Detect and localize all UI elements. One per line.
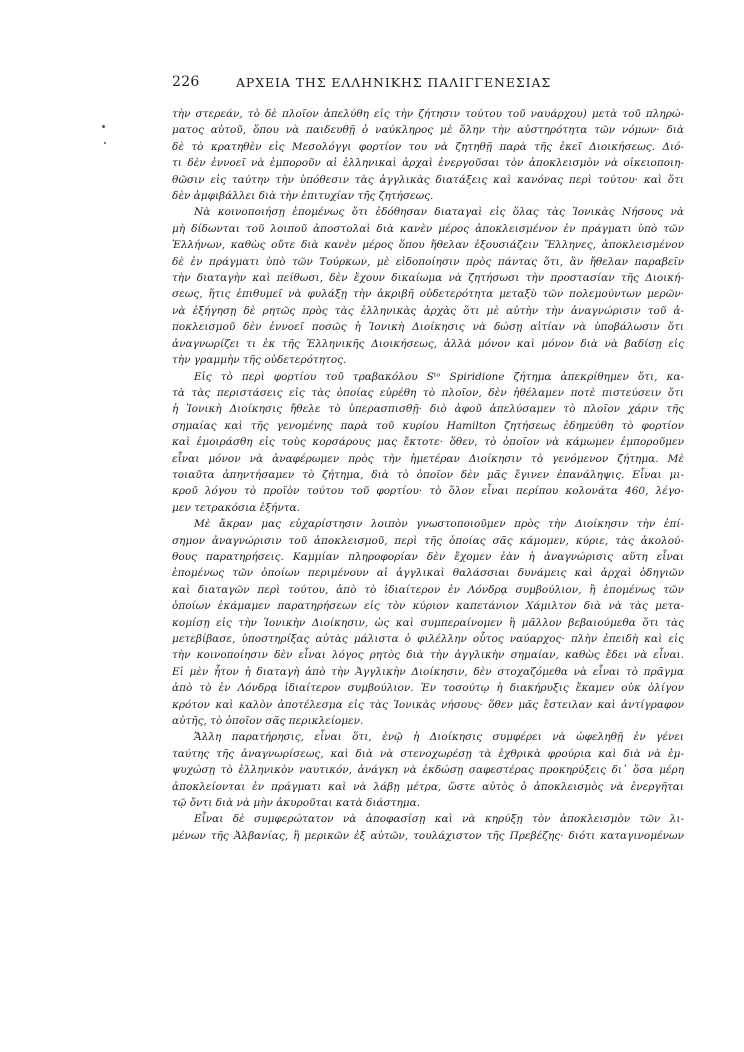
text-line: ἀναγνωρίζει τι ἐκ τῆς Ἑλληνικῆς Διοικήσεως, ἀλλὰ μόνον καὶ μόνον διὰ νὰ βαδίσῃ εἰς (172, 337, 684, 350)
text-line: Μὲ ἄκραν μας εὐχαρίστησιν λοιπὸν γνωστοποιοῦμεν πρὸς τὴν Διοίκησιν τὴν ἐπί- (194, 518, 684, 531)
text-line: θους παρατηρήσεις. Καμμίαν πληροφορίαν δὲν ἔχομεν ἐὰν ἡ ἀναγνώρισις αὕτη εἶναι (172, 550, 684, 563)
text-line: Εἶναι δὲ συμφερώτατον νὰ ἀποφασίσῃ καὶ νὰ κηρύξῃ τὸν ἀποκλεισμὸν τῶν λι- (194, 813, 684, 826)
text-line: σημαίας καὶ τῆς γενομένης παρὰ τοῦ κυρίου Hamilton ζητήσεως ἐδημεύθη τὸ φορτίον (172, 419, 684, 432)
text-line: Εἰ μὲν ἦτον ἡ διαταγὴ ἀπὸ τὴν Ἀγγλικὴν Διοίκησιν, δὲν στοχαζόμεθα νὰ εἶναι τὸ πρᾶγμα (172, 665, 684, 678)
text-line: ἑπομένως τῶν ὁποίων περιμένουν αἱ ἀγγλικαὶ θαλάσσιαι δυνάμεις καὶ ἀρχαὶ ὁδηγιῶν (172, 567, 684, 580)
scan-speck (102, 125, 105, 128)
text-line: ποκλεισμοῦ δὲν ἐννοεῖ ποσῶς ἡ Ἰονικὴ Διοίκησις νὰ δώσῃ αἰτίαν νὰ ὑποβάλωσιν ὅτι (172, 321, 684, 334)
text-line: Νὰ κοινοποιήσῃ ἑπομένως ὅτι ἐδόθησαν διαταγαὶ εἰς ὅλας τὰς Ἰονικὰς Νήσους νὰ (194, 206, 684, 219)
text-line: μετεβίβασε, ὑποστηρίξας αὐτὰς μάλιστα ὁ φιλέλλην οὗτος ναύαρχος· πλὴν ἐπειδὴ καὶ εἰς (172, 633, 684, 645)
text-line: ἡ Ἰονικὴ Διοίκησις ἤθελε τὸ ὑπερασπισθῇ· διὸ ἀφοῦ ἀπελύσαμεν τὸ πλοῖον χάριν τῆς (172, 403, 684, 416)
text-line: τὴν γραμμὴν τῆς οὐδετερότητος. (172, 354, 347, 367)
text-line: τὴν στερεάν, τὸ δὲ πλοῖον ἀπελύθη εἰς τὴν ζήτησιν τούτου τοῦ ναυάρχου) μετὰ τοῦ πληρώ- (172, 108, 684, 120)
text-line: εἶναι μόνον νὰ ἀναφέρωμεν πρὸς τὴν ἡμετέραν Διοίκησιν τὸ γενόμενον ζήτημα. Μὲ (172, 452, 684, 465)
text-line: καὶ ἐμοιράσθη εἰς τοὺς κορσάρους μας ἔκτοτε· ὅθεν, τὸ ὁποῖον νὰ κάμωμεν ἐμποροῦμεν (172, 436, 684, 449)
body-text (172, 106, 684, 844)
text-line: δὲν ἀμφιβάλλει διὰ τὴν ἐπιτυχίαν τῆς ζητήσεως. (172, 190, 434, 203)
text-line: μὴ δίδωνται τοῦ λοιποῦ ἀποστολαὶ διὰ κανὲν μέρος ἀποκλεισμένον ἐν πράγματι ὑπὸ τῶν (172, 222, 684, 235)
text-line: θῶσιν εἰς ταύτην τὴν ὑπόθεσιν τὰς ἀγγλικὰς διατάξεις καὶ κανόνας περὶ τούτου· καὶ ὅτι (172, 173, 684, 186)
text-line: ψυχώσῃ τὸ ἑλληνικὸν ναυτικόν, ἀνάγκη νὰ ἐκδώσῃ σαφεστέρας προκηρύξεις δι᾽ ὅσα μέρη (172, 764, 684, 777)
text-line: τὰ τὰς περιστάσεις εἰς τὰς ὁποίας εὑρέθη τὸ πλοῖον, δὲν ἠθέλαμεν ποτὲ πιστεύσειν ὅτι (172, 386, 684, 399)
text-line: καὶ διαταγῶν περὶ τούτου, ἀπὸ τὸ ἰδιαίτερον ἐν Λόνδρᾳ συμβούλιον, ἢ ἑπομένως τῶν (172, 583, 684, 596)
page-number: 226 (172, 74, 200, 90)
text-line: κομίσῃ εἰς τὴν Ἰονικὴν Διοίκησιν, ὡς καὶ συμπεραίνομεν ἢ μᾶλλον βεβαιούμεθα ὅτι τὰς (172, 616, 684, 629)
text-line: μεν τετρακόσια ἑξήντα. (172, 501, 300, 514)
text-line: τοιαῦτα ἀπηντήσαμεν τὸ ζήτημα, διὰ τὸ ὁποῖον δὲν μᾶς ἔγινεν ἐπανάληψις. Εἶναι μι- (172, 468, 684, 481)
text-line: νὰ ἐξήγησῃ δὲ ρητῶς πρὸς τὰς ἑλληνικὰς ἀρχὰς ὅτι μὲ αὐτὴν τὴν ἀναγνώρισιν τοῦ ἀ- (172, 304, 684, 317)
text-line: τὴν διαταγὴν καὶ πείθωσι, δὲν ἔχουν δικαίωμα νὰ ζητήσωσι τὴν προστασίαν τῆς Διοική- (172, 272, 684, 285)
scan-speck (104, 142, 106, 144)
text-line: αὐτῆς, τὸ ὁποῖον σᾶς περικλείομεν. (172, 715, 364, 728)
text-line: κροῦ λόγου τὸ προϊὸν τούτου τοῦ φορτίου· τὸ ὅλον εἶναι περίπου κολονάτα 460, λέγο- (172, 485, 684, 498)
text-line: κρότον καὶ καλὸν ἀποτέλεσμα εἰς τὰς Ἰονικὰς νήσους· ὅθεν μᾶς ἔστειλαν καὶ ἀντίγραφον (172, 698, 684, 711)
text-line: ματος αὐτοῦ, ὅπου νὰ παιδευθῇ ὁ ναύκληρος μὲ ὅλην τὴν αὐστηρότητα τῶν νόμων· διὰ (172, 124, 684, 137)
running-title: ΑΡΧΕΙΑ ΤΗΣ ΕΛΛΗΝΙΚΗΣ ΠΑΛΙΓΓΕΝΕΣΙΑΣ (236, 75, 552, 90)
text-line: μένων τῆς Ἀλβανίας, ἢ μερικῶν ἐξ αὐτῶν, τουλάχιστον τῆς Πρεβέζης· διότι καταγινομένων (172, 829, 684, 842)
text-line: τῷ ὄντι διὰ νὰ μὴν ἀκυροῦται κατὰ διάστημα. (172, 797, 421, 810)
text-line: τὴν κοινοποίησιν δὲν εἶναι λόγος ρητὸς διὰ τὴν ἀγγλικὴν σημαίαν, καθὼς ἔδει νὰ εἶναι. (172, 649, 684, 662)
text-line: δὲ ἐν πράγματι ὑπὸ τῶν Τούρκων, μὲ εἰδοποίησιν πρὸς πάντας ὅτι, ἂν ἤθελαν παραβεῖν (172, 255, 684, 268)
text-line: τι δὲν ἐννοεῖ νὰ ἐμποροῦν αἱ ἑλληνικαὶ ἀρχαὶ ἐνεργοῦσαι τὸν ἀποκλεισμὸν νὰ οἰκειοποιη- (172, 157, 684, 170)
text-line: ὁποίων ἐκάμαμεν παρατηρήσεων εἰς τὸν κύριον καπετάνιον Χάμιλτον διὰ νὰ τὰς μετα- (172, 600, 684, 613)
text-line: Ἑλλήνων, καθὼς οὔτε διὰ κανὲν μέρος ὅπου ἤθελαν ἐξουσιάζειν Ἕλληνες, ἀποκλεισμένον (172, 239, 684, 252)
text-line: ἀποκλείονται ἐν πράγματι καὶ νὰ λάβῃ μέτρα, ὥστε αὐτὸς ὁ ἀποκλεισμὸς νὰ ἐνεργῆται (172, 780, 684, 793)
text-line: Εἰς τὸ περὶ φορτίου τοῦ τραβακόλου Sᵗᵒ Spiridione ζήτημα ἀπεκρίθημεν ὅτι, κα- (194, 370, 684, 383)
text-line: ἀπὸ τὸ ἐν Λόνδρᾳ ἰδιαίτερον συμβούλιον. Ἐν τοσούτῳ ἡ διακήρυξις ἔκαμεν οὐκ ὀλίγον (172, 682, 684, 695)
text-line: δὲ τὸ κρατηθὲν εἰς Μεσολόγγι φορτίον του νὰ ζητηθῇ παρὰ τῆς ἐκεῖ Διοικήσεως. Διό- (172, 140, 684, 153)
text-line: ταύτης τῆς ἀναγνωρίσεως, καὶ διὰ νὰ στενοχωρέσῃ τὰ ἐχθρικὰ φρούρια καὶ διὰ νὰ ἐμ- (172, 747, 684, 760)
text-line: Ἄλλη παρατήρησις, εἶναι ὅτι, ἐνῷ ἡ Διοίκησις συμφέρει νὰ ὠφεληθῇ ἐν γένει (194, 731, 684, 744)
page-header (172, 74, 684, 94)
text-line: σεως, ἥτις ἐπιθυμεῖ νὰ φυλάξῃ τὴν ἀκριβῆ οὐδετερότητα μεταξὺ τῶν πολεμούντων μερῶν· (172, 288, 684, 301)
text-line: σημον ἀναγνώρισιν τοῦ ἀποκλεισμοῦ, περὶ τῆς ὁποίας σᾶς κάμομεν, κύριε, τὰς ἀκολού- (172, 534, 684, 547)
